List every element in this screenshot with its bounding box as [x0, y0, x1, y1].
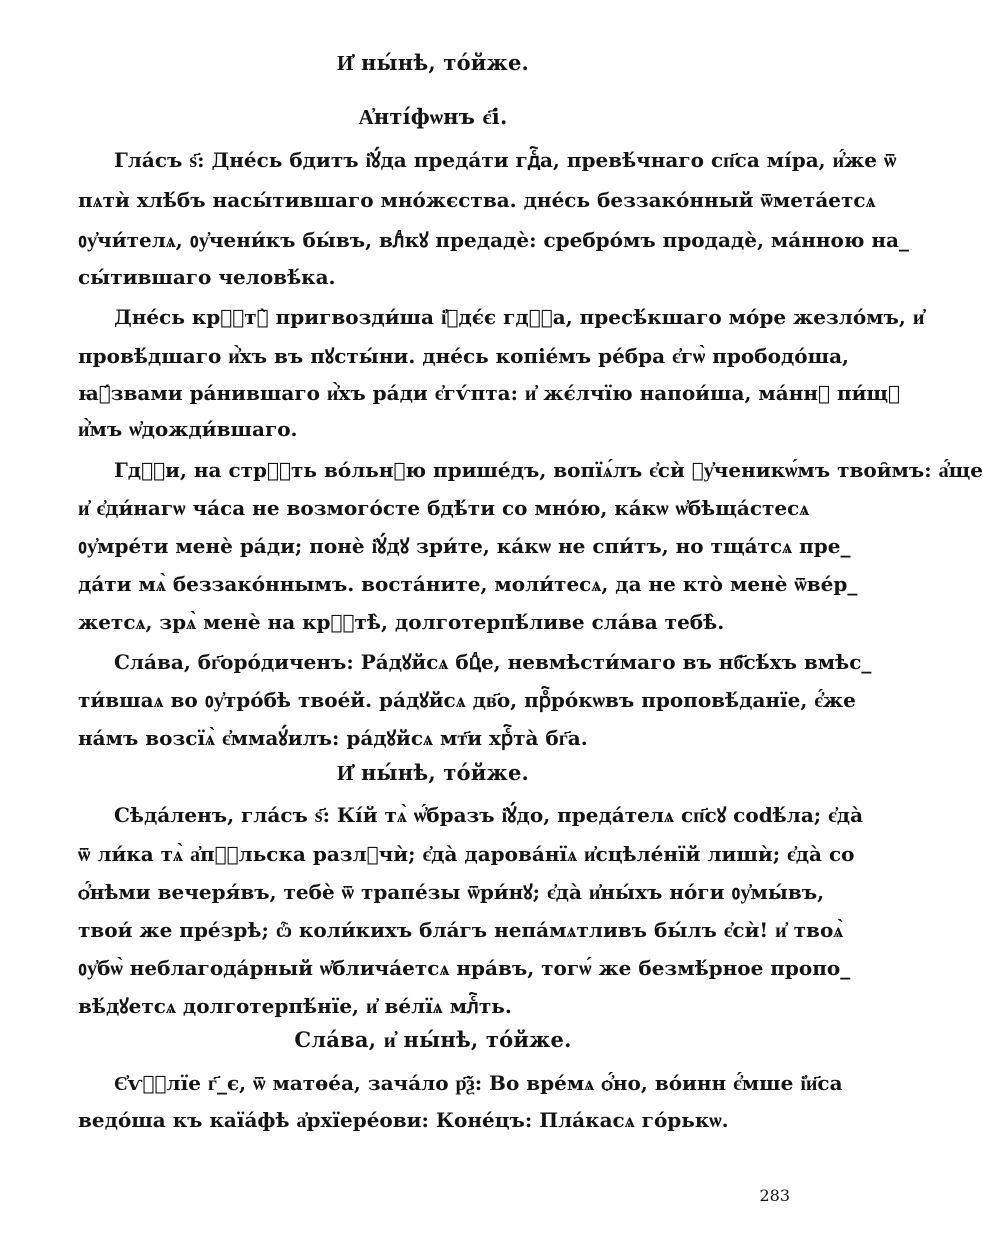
text-line: жетсѧ, зрѧ̀ менѐ на крⷭ҇тѣ̀, долготерпѣ́ливе сла́ва тебѣ̀. [78, 610, 725, 634]
text-line: Гла́съ ѕ҃: Дне́сь бдитъ і҆ꙋ́да преда́ти гдⷭ҇а, превѣ́чнаго сп҃са мі́ра, и҆́же ѿ [114, 148, 897, 172]
text-line: Є҆ѵⷢ҇лїе г҃_є, ѿ матѳе́а, зача́ло р҃ѯ: Во вре́мѧ ѻ҆́но, во́инн є҆́мше і҆и҃са [114, 1071, 843, 1095]
page-number: 283 [759, 1186, 790, 1205]
text-line: ведо́ша къ каїа́фѣ а҆рхїере́ови: Коне́цъ: Пла́касѧ го́рькѡ. [78, 1108, 729, 1132]
section-heading: Сла́ва, и҆ ны́нѣ, то́йже. [294, 1027, 572, 1052]
text-line: провѣ́дшаго и҆̀хъ въ пꙋсты́ни. дне́сь копіе́мъ ре́бра є҆гѡ̀ прободо́ша, [78, 344, 850, 368]
text-line: и҆̀мъ ѡ҆дожди́вшаго. [78, 417, 298, 441]
text-line: твои́ же пре́зрѣ; ѽ коли́кихъ бла́гъ непа́мѧтливъ бы́лъ є҆сѝ! и҆ твоѧ̀ [78, 918, 844, 942]
text-line: ѿ ли́ка тѧ̀ а҆пⷭ҇льска разлꙋчѝ; є҆дà дарова́нїѧ и҆сцѣле́нїй лишѝ; є҆дà со [78, 842, 855, 866]
text-line: Сла́ва, бг҃оро́диченъ: Ра́дꙋйсѧ бцⷣе, невмѣсти́маго въ нб҃сѣ́хъ вмѣс_ [114, 650, 872, 674]
text-line: пѧтѝ хлѣ́бъ насы́тившаго мно́жєства. дне́сь беззако́нный ѿмета́етсѧ [78, 188, 876, 212]
antiphon-heading: А҆нті́фѡнъ є҃і. [358, 104, 508, 129]
text-line: и҆ є҆ди́нагѡ ча́са не возмого́сте бдѣ́ти со мно́ю, ка́кѡ ѡ҆бѣща́стесѧ [78, 496, 810, 520]
text-line: на́мъ возсїѧ̀ є҆ммаꙋ́илъ: ра́дꙋйсѧ мт҃и хрⷭ҇та̀ бг҃а. [78, 726, 588, 750]
text-line: ᲂу҆чи́телѧ, ᲂу҆чени́къ бы́въ, влⷣкꙋ предадѐ: сребро́мъ продадѐ, ма́нною на_ [78, 228, 909, 252]
text-line: ти́вшаѧ во ᲂу҆тро́бѣ твое́й. ра́дꙋйсѧ дв҃о, прⷪ҇ро́кѡвъ проповѣ́данїе, є҆́же [78, 688, 856, 712]
text-line: сы́тившаго человѣ́ка. [78, 265, 336, 289]
section-heading: И҆ ны́нѣ, то́йже. [336, 760, 530, 785]
text-line: ᲂу҆мре́ти менѐ ра́ди; понѐ і҆ꙋ́дꙋ зри́те, ка́кѡ не спи́тъ, но тща́тсѧ пре_ [78, 534, 851, 558]
text-line: ꙗ҆́звами ра́нившаго и҆̀хъ ра́ди є҆гѵ́пта: и҆ жє́лчїю напои́ша, ма́ннꙋ пи́щꙋ [78, 381, 901, 405]
text-line: да́ти мѧ̀ беззако́ннымъ. воста́ните, моли́тесѧ, да не кто̀ менѐ ѿве́р_ [78, 572, 858, 596]
section-heading: И҆ ны́нѣ, то́йже. [336, 50, 530, 75]
text-line: ᲂу҆бѡ̀ неблагода́рный ѡ҆блича́етсѧ нра́въ, тогѡ́ же безмѣ́рное пропо_ [78, 956, 851, 980]
text-line: Дне́сь крⷭ҇тꙋ̀ пригвозди́ша і҆ꙋдє́є гдⷭ҇а, пресѣ́кшаго мо́ре жезло́мъ, и҆ [114, 305, 925, 329]
text-line: вѣ́дꙋетсѧ долготерпѣ́нїе, и҆ ве́лїѧ млⷭ҇ть. [78, 994, 512, 1018]
text-line: Гдⷭ҇и, на стрⷭ҇ть во́льнꙋю прише́дъ, вопїѧ́лъ є҆сѝ ᲂу҆ченикѡ́мъ твои̑мъ: а҆́ще [114, 458, 983, 482]
text-line: ѻ҆́нѣми вечеря́въ, тебѐ ѿ трапе́зы ѿри́нꙋ; є҆дà и҆ны́хъ но́ги ᲂу҆мы́въ, [78, 880, 825, 904]
text-line: Сѣда́ленъ, гла́съ ѕ҃: Кі́й тѧ̀ ѡ҆́бразъ і҆ꙋ́до, преда́телѧ сп҃сꙋ соdѣ́ла; є҆дà [114, 803, 864, 827]
